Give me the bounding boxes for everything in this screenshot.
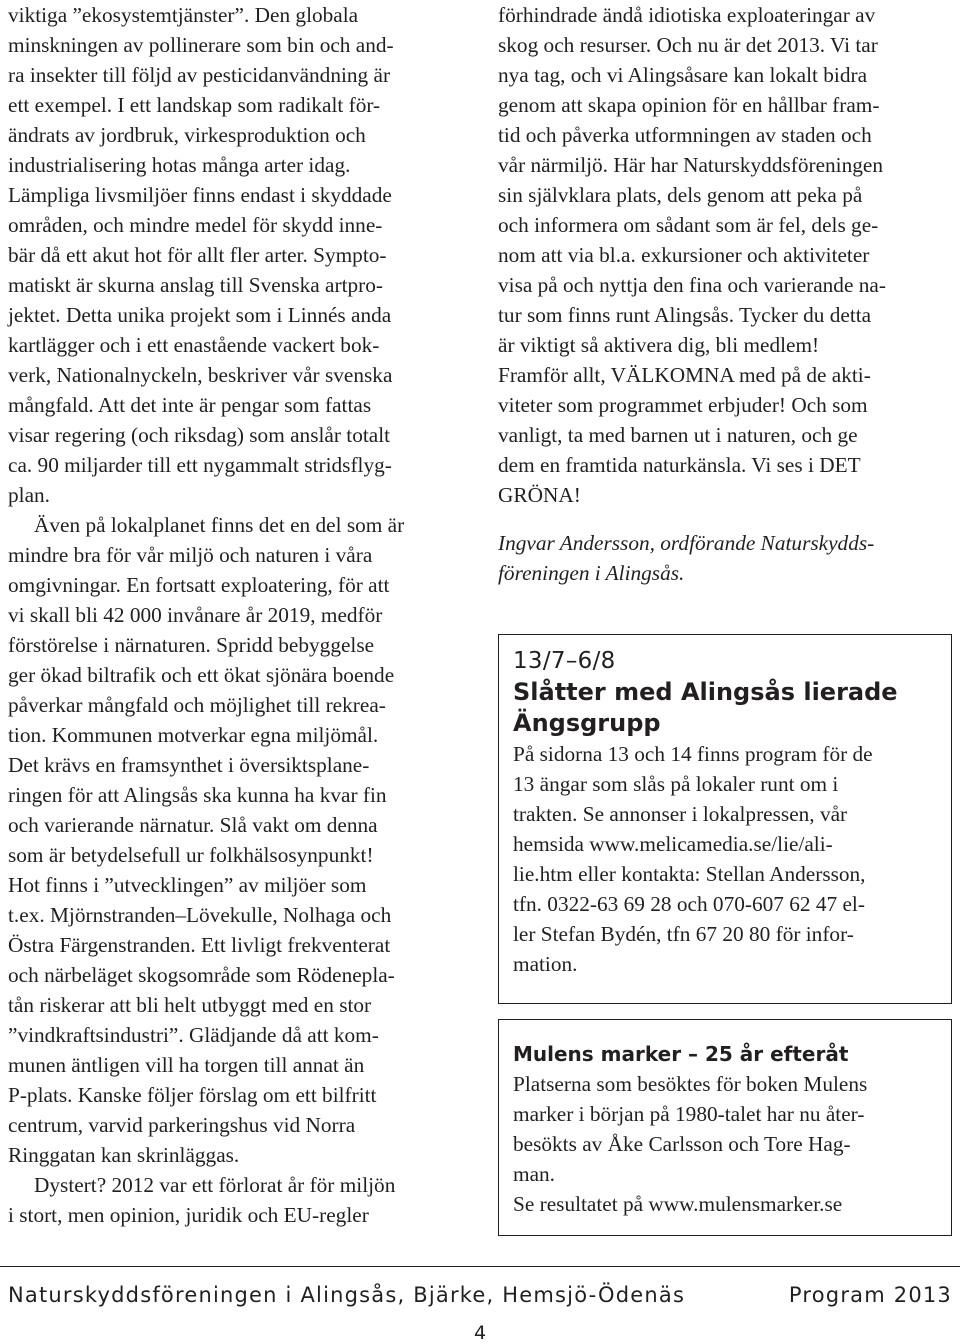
text-line: och informera om sådant som är fel, dels ge- (498, 213, 879, 237)
text-line: tid och påverka utformningen av staden och (498, 123, 872, 147)
text-line: vår närmiljö. Här har Naturskyddsföreningen (498, 153, 883, 177)
text-line: ”vindkraftsindustri”. Glädjande då att kom- (8, 1023, 379, 1047)
text-line: vanligt, ta med barnen ut i naturen, och ge (498, 423, 858, 447)
footer-organization: Naturskyddsföreningen i Alingsås, Bjärke, Hemsjö-Ödenäs (8, 1283, 686, 1307)
signature-line: Ingvar Andersson, ordförande Naturskydds- (498, 531, 875, 555)
right-paragraph-1 (498, 0, 952, 510)
text-line: förhindrade ändå idiotiska exploateringar av (498, 3, 876, 27)
right-column (498, 0, 952, 588)
text-line: och varierande närnatur. Slå vakt om denna (8, 813, 378, 837)
text-line: Hot finns i ”utvecklingen” av miljöer som (8, 873, 367, 897)
text-line: GRÖNA! (498, 483, 581, 507)
text-line: ändrats av jordbruk, virkesproduktion och (8, 123, 366, 147)
event-box (498, 634, 952, 1004)
mulens-text-line: Se resultatet på www.mulensmarker.se (513, 1192, 843, 1216)
text-line: omgivningar. En fortsatt exploatering, för att (8, 573, 390, 597)
signature (498, 528, 952, 588)
footer-divider (0, 1266, 960, 1267)
text-line: ra insekter till följd av pesticidanvändning är (8, 63, 391, 87)
text-line: bär då ett akut hot för allt fler arter. Sympto- (8, 243, 387, 267)
text-line: i stort, men opinion, juridik och EU-regler (8, 1203, 369, 1227)
text-line: t.ex. Mjörnstranden–Lövekulle, Nolhaga och (8, 903, 392, 927)
text-line: tån riskerar att bli helt utbyggt med en stor (8, 993, 372, 1017)
text-line: är viktigt så aktivera dig, bli medlem! (498, 333, 820, 357)
event-text-line: 13 ängar som slås på lokaler runt om i (513, 772, 839, 796)
mulens-text-line: besökts av Åke Carlsson och Tore Hag- (513, 1132, 851, 1156)
event-title-line: Slåtter med Alingsås lierade (513, 678, 898, 706)
text-line: minskningen av pollinerare som bin och and- (8, 33, 394, 57)
text-line: områden, och mindre medel för skydd inne- (8, 213, 383, 237)
text-line: industrialisering hotas många arter idag. (8, 153, 351, 177)
left-paragraph-2 (8, 510, 474, 1170)
text-line: ett exempel. I ett landskap som radikalt för- (8, 93, 381, 117)
text-line: centrum, varvid parkeringshus vid Norra (8, 1113, 356, 1137)
text-line: visar regering (och riksdag) som anslår totalt (8, 423, 391, 447)
text-line: Ringgatan kan skrinläggas. (8, 1143, 240, 1167)
page-number: 4 (473, 1322, 487, 1344)
event-text-line: trakten. Se annonser i lokalpressen, vår (513, 802, 848, 826)
text-line: P-plats. Kanske följer förslag om ett bilfritt (8, 1083, 377, 1107)
text-line: nya tag, och vi Alingsåsare kan lokalt bidra (498, 63, 868, 87)
text-line: Lämpliga livsmiljöer finns endast i skyddade (8, 183, 392, 207)
left-column (8, 0, 474, 1230)
mulens-text-line: man. (513, 1162, 555, 1186)
event-text-line: lie.htm eller kontakta: Stellan Andersson, (513, 862, 866, 886)
text-line: påverkar mångfald och möjlighet till rekrea- (8, 693, 386, 717)
text-line: viktiga ”ekosystemtjänster”. Den globala (8, 3, 359, 27)
text-line: ger ökad biltrafik och ett ökat sjönära boende (8, 663, 395, 687)
text-line: visa på och nyttja den fina och varierande na- (498, 273, 886, 297)
text-line: verk, Nationalnyckeln, beskriver vår svenska (8, 363, 393, 387)
text-line: viteter som programmet erbjuder! Och som (498, 393, 868, 417)
text-line: ca. 90 miljarder till ett nygammalt stridsflyg- (8, 453, 392, 477)
event-title-line: Ängsgrupp (513, 709, 661, 737)
text-line: vi skall bli 42 000 invånare år 2019, medför (8, 603, 383, 627)
text-line: tur som finns runt Alingsås. Tycker du detta (498, 303, 872, 327)
event-text-line: ler Stefan Bydén, tfn 67 20 80 för infor- (513, 922, 854, 946)
text-line: som är betydelsefull ur folkhälsosynpunkt! (8, 843, 374, 867)
mulens-text-line: marker i början på 1980-talet har nu åter- (513, 1102, 865, 1126)
text-line: matiskt är skurna anslag till Svenska artpro- (8, 273, 383, 297)
text-line: tion. Kommunen motverkar egna miljömål. (8, 723, 379, 747)
text-line: Dystert? 2012 var ett förlorat år för miljön (34, 1173, 396, 1197)
left-paragraph-1 (8, 0, 474, 510)
mulens-box (498, 1019, 952, 1236)
text-line: sin självklara plats, dels genom att peka på (498, 183, 863, 207)
event-date: 13/7–6/8 (513, 648, 616, 674)
text-line: ringen för att Alingsås ska kunna ha kvar fin (8, 783, 387, 807)
text-line: munen äntligen vill ha torgen till annat än (8, 1053, 365, 1077)
text-line: Östra Färgenstranden. Ett livligt frekventerat (8, 933, 391, 957)
text-line: skog och resurser. Och nu är det 2013. Vi tar (498, 33, 878, 57)
event-text-line: mation. (513, 952, 578, 976)
text-line: plan. (8, 483, 50, 507)
text-line: jektet. Detta unika projekt som i Linnés anda (8, 303, 392, 327)
mulens-title: Mulens marker – 25 år efteråt (513, 1042, 849, 1066)
mulens-text-line: Platserna som besöktes för boken Mulens (513, 1072, 868, 1096)
text-line: och närbeläget skogsområde som Rödenepla- (8, 963, 395, 987)
text-line: Det krävs en framsynthet i översiktsplane- (8, 753, 370, 777)
event-text-line: På sidorna 13 och 14 finns program för de (513, 742, 873, 766)
text-line: kartlägger och i ett enastående vackert bok- (8, 333, 380, 357)
signature-line: föreningen i Alingsås. (498, 561, 685, 585)
footer-program-year: Program 2013 (788, 1283, 952, 1307)
text-line: nom att via bl.a. exkursioner och aktiviteter (498, 243, 870, 267)
event-text-line: tfn. 0322-63 69 28 och 070-607 62 47 el- (513, 892, 865, 916)
text-line: dem en framtida naturkänsla. Vi ses i DET (498, 453, 861, 477)
text-line: Framför allt, VÄLKOMNA med på de akti- (498, 363, 871, 387)
event-text-line: hemsida www.melicamedia.se/lie/ali- (513, 832, 833, 856)
text-line: genom att skapa opinion för en hållbar fram- (498, 93, 880, 117)
left-paragraph-3 (8, 1170, 474, 1230)
text-line: mindre bra för vår miljö och naturen i våra (8, 543, 373, 567)
text-line: Även på lokalplanet finns det en del som är (34, 513, 405, 537)
text-line: förstörelse i närnaturen. Spridd bebyggelse (8, 633, 375, 657)
text-line: mångfald. Att det inte är pengar som fattas (8, 393, 372, 417)
